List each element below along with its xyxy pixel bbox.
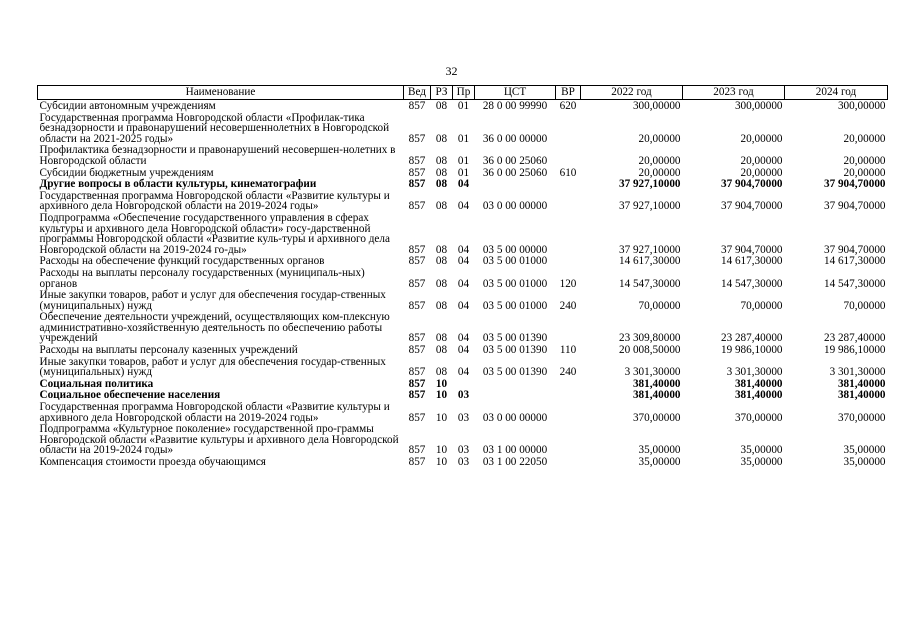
cell-ved: 857	[408, 200, 426, 213]
cell-pr: 04	[457, 200, 470, 213]
cell-pr: 01	[457, 166, 470, 179]
cell-rz: 08	[435, 332, 448, 345]
cell-rz: 10	[435, 444, 448, 457]
cell-vr	[556, 255, 581, 267]
cell-rz: 08	[435, 366, 448, 379]
cell-pr: 04	[457, 178, 470, 191]
cell-ved: 857	[408, 366, 426, 379]
cell-ved: 857	[408, 377, 426, 390]
cell-ved: 857	[408, 332, 426, 345]
cell-rz: 08	[435, 166, 448, 179]
cell-2022: 14 617,30000	[618, 255, 681, 268]
cell-2022: 381,40000	[632, 377, 681, 390]
cell-pr: 04	[457, 277, 470, 290]
cell-rz: 08	[435, 100, 448, 112]
cell-cst: 03 5 00 01000	[482, 255, 548, 268]
cell-name: Профилактика безнадзорности и правонарушений несовершен-нолетних в Новгородской области	[39, 144, 396, 167]
cell-cst: 03 5 00 01000	[482, 277, 548, 290]
cell-vr	[556, 190, 581, 212]
cell-2024: 37 904,70000	[823, 243, 886, 256]
cell-cst	[475, 378, 556, 390]
cell-2022: 20,00000	[638, 166, 681, 179]
cell-rz: 08	[435, 299, 448, 312]
cell-pr: 03	[457, 456, 470, 468]
header-2023: 2023 год	[683, 86, 785, 100]
cell-cst: 03 5 00 00000	[482, 243, 548, 256]
header-vr: ВР	[556, 86, 581, 100]
cell-name: Подпрограмма «Обеспечение государственного управления в сферах культуры и архивного дела Новгородской области» госу-дарственной программы Новгородской области «Развитие куль-туры и архивного дела Новгородской области на 2019-2024 го-ды»	[39, 211, 390, 256]
cell-ved: 857	[408, 100, 426, 112]
table-row	[38, 423, 888, 456]
cell-2022: 23 309,80000	[618, 332, 681, 345]
cell-2024: 14 547,30000	[823, 277, 886, 290]
cell-pr: 04	[457, 255, 470, 268]
cell-cst: 03 5 00 01390	[482, 344, 548, 357]
cell-pr: 01	[457, 132, 470, 145]
cell-ved: 857	[408, 456, 426, 468]
cell-2024: 35,00000	[843, 456, 886, 468]
cell-vr	[556, 311, 581, 344]
table-row	[38, 356, 888, 378]
table-row	[38, 255, 888, 267]
cell-2023: 35,00000	[740, 456, 783, 468]
cell-2023: 35,00000	[740, 444, 783, 457]
table-row	[38, 267, 888, 289]
cell-pr	[453, 378, 475, 390]
cell-vr: 240	[559, 366, 577, 379]
cell-cst: 03 0 00 00000	[482, 200, 548, 213]
cell-name: Субсидии бюджетным учреждениям	[39, 166, 214, 179]
cell-ved: 857	[408, 444, 426, 457]
cell-2022: 20,00000	[638, 154, 681, 167]
cell-name: Другие вопросы в области культуры, кинематографии	[39, 178, 317, 191]
header-2024: 2024 год	[785, 86, 888, 100]
table-row	[38, 167, 888, 179]
cell-name: Субсидии автономным учреждениям	[39, 100, 216, 112]
table-row	[38, 344, 888, 356]
cell-2023: 381,40000	[734, 389, 783, 402]
table-row	[38, 456, 888, 468]
cell-2024: 381,40000	[837, 389, 886, 402]
cell-vr	[556, 144, 581, 166]
header-cst: ЦСТ	[475, 86, 556, 100]
cell-2024: 3 301,30000	[829, 366, 886, 379]
cell-cst: 03 1 00 22050	[482, 456, 548, 468]
table-row	[38, 389, 888, 401]
cell-2024: 14 617,30000	[823, 255, 886, 268]
cell-2024: 20,00000	[843, 154, 886, 167]
cell-vr: 120	[559, 277, 577, 290]
cell-vr	[556, 178, 581, 190]
cell-rz: 08	[435, 255, 448, 268]
cell-2023: 20,00000	[740, 154, 783, 167]
table-header	[38, 86, 888, 100]
table-row	[38, 144, 888, 166]
cell-2023: 23 287,40000	[720, 332, 783, 345]
cell-vr	[556, 389, 581, 401]
cell-vr	[556, 401, 581, 423]
cell-pr: 03	[457, 411, 470, 424]
cell-rz: 10	[435, 411, 448, 424]
cell-name: Социальное обеспечение населения	[39, 389, 221, 402]
cell-rz: 08	[435, 277, 448, 290]
budget-table	[37, 85, 888, 468]
cell-2024: 70,00000	[843, 299, 886, 312]
cell-2023: 70,00000	[740, 299, 783, 312]
table-row	[38, 401, 888, 423]
cell-ved: 857	[408, 166, 426, 179]
cell-rz: 08	[435, 344, 448, 357]
cell-name: Государственная программа Новгородской области «Профилак-тика безнадзорности и правонарушений несовершеннолетних в Новгородской области на 2021-2025 годы»	[39, 111, 390, 145]
header-pr: Пр	[453, 86, 475, 100]
cell-cst: 03 5 00 01390	[482, 332, 548, 345]
cell-2022: 20 008,50000	[618, 344, 681, 357]
cell-2023: 37 904,70000	[720, 243, 783, 256]
cell-cst: 36 0 00 25060	[482, 154, 548, 167]
cell-2024: 23 287,40000	[823, 332, 886, 345]
cell-pr: 01	[457, 154, 470, 167]
cell-vr	[556, 423, 581, 456]
cell-pr: 03	[457, 389, 470, 402]
cell-pr: 04	[457, 299, 470, 312]
cell-vr	[556, 212, 581, 255]
cell-2024: 35,00000	[843, 444, 886, 457]
table-row	[38, 190, 888, 212]
cell-name: Расходы на обеспечение функций государственных органов	[39, 255, 325, 268]
cell-cst: 28 0 00 99990	[482, 100, 548, 112]
table-row	[38, 178, 888, 190]
cell-rz: 10	[435, 377, 448, 390]
cell-name: Государственная программа Новгородской области «Развитие культуры и архивного дела Новгородской области на 2019-2024 годы»	[39, 189, 390, 213]
cell-rz: 10	[435, 456, 448, 468]
header-rz: РЗ	[431, 86, 453, 100]
cell-2024: 381,40000	[837, 377, 886, 390]
cell-ved: 857	[408, 154, 426, 167]
cell-2023: 37 904,70000	[720, 200, 783, 213]
cell-2022: 14 547,30000	[618, 277, 681, 290]
cell-2022: 381,40000	[632, 389, 681, 402]
cell-2022: 370,00000	[632, 411, 681, 424]
cell-name: Иные закупки товаров, работ и услуг для обеспечения государ-ственных (муниципальных) нужд	[39, 355, 386, 379]
cell-cst	[475, 178, 556, 190]
table-row	[38, 212, 888, 255]
cell-ved: 857	[408, 255, 426, 268]
header-2022: 2022 год	[581, 86, 683, 100]
cell-pr: 04	[457, 243, 470, 256]
cell-rz: 08	[435, 154, 448, 167]
cell-2024: 370,00000	[837, 411, 886, 424]
cell-vr: 240	[559, 299, 577, 312]
cell-2022: 37 927,10000	[618, 243, 681, 256]
cell-2023: 37 904,70000	[720, 178, 783, 191]
cell-ved: 857	[408, 277, 426, 290]
table-row	[38, 289, 888, 311]
cell-2023: 20,00000	[740, 132, 783, 145]
cell-2023: 300,00000	[734, 100, 783, 112]
cell-2022: 35,00000	[638, 456, 681, 468]
cell-ved: 857	[408, 299, 426, 312]
table-row	[38, 378, 888, 390]
cell-2023: 20,00000	[740, 166, 783, 179]
cell-2024: 37 904,70000	[823, 178, 886, 191]
cell-2023: 370,00000	[734, 411, 783, 424]
cell-pr: 01	[457, 100, 470, 112]
cell-name: Обеспечение деятельности учреждений, осуществляющих ком-плексную административно-хозяйственную деятельность по обеспечению работы учреждений	[39, 311, 390, 345]
cell-2023: 14 547,30000	[720, 277, 783, 290]
cell-name: Иные закупки товаров, работ и услуг для обеспечения государ-ственных (муниципальных) нужд	[39, 289, 386, 312]
cell-ved: 857	[408, 411, 426, 424]
cell-2022: 300,00000	[632, 100, 681, 112]
cell-name: Компенсация стоимости проезда обучающимся	[39, 456, 266, 468]
header-ved: Вед	[404, 86, 431, 100]
cell-cst: 03 0 00 00000	[482, 411, 548, 424]
cell-name: Государственная программа Новгородской области «Развитие культуры и архивного дела Новгородской области на 2019-2024 годы»	[39, 401, 390, 424]
cell-2023: 381,40000	[734, 377, 783, 390]
cell-pr: 04	[457, 344, 470, 357]
cell-ved: 857	[408, 389, 426, 402]
table-row	[38, 112, 888, 145]
cell-ved: 857	[408, 344, 426, 357]
table-body	[38, 100, 888, 468]
cell-2023: 19 986,10000	[720, 344, 783, 357]
cell-2023: 3 301,30000	[726, 366, 783, 379]
cell-pr: 03	[457, 444, 470, 457]
cell-2022: 20,00000	[638, 132, 681, 145]
cell-vr	[556, 456, 581, 468]
cell-rz: 08	[435, 178, 448, 191]
cell-2024: 20,00000	[843, 166, 886, 179]
cell-cst: 36 0 00 00000	[482, 132, 548, 145]
cell-ved: 857	[408, 132, 426, 145]
cell-cst: 03 5 00 01000	[482, 299, 548, 312]
cell-2022: 37 927,10000	[618, 200, 681, 213]
cell-rz: 08	[435, 200, 448, 213]
cell-rz: 08	[435, 132, 448, 145]
cell-name: Расходы на выплаты персоналу казенных учреждений	[39, 344, 298, 357]
cell-name: Социальная политика	[39, 377, 154, 390]
cell-2024: 20,00000	[843, 132, 886, 145]
cell-vr	[556, 378, 581, 390]
cell-name: Расходы на выплаты персоналу государственных (муниципаль-ных) органов	[39, 266, 365, 290]
cell-cst	[475, 389, 556, 401]
table-row	[38, 100, 888, 112]
cell-2022: 37 927,10000	[618, 178, 681, 191]
cell-2022: 3 301,30000	[624, 366, 681, 379]
cell-cst: 03 5 00 01390	[482, 366, 548, 379]
cell-2023: 14 617,30000	[720, 255, 783, 268]
cell-vr	[556, 112, 581, 145]
cell-2022: 70,00000	[638, 299, 681, 312]
cell-2024: 19 986,10000	[823, 344, 886, 357]
cell-vr: 610	[559, 166, 577, 179]
table-row	[38, 311, 888, 344]
cell-cst: 03 1 00 00000	[482, 444, 548, 457]
cell-rz: 10	[435, 389, 448, 402]
header-name: Наименование	[38, 86, 404, 100]
cell-2024: 37 904,70000	[823, 200, 886, 213]
cell-vr: 620	[559, 100, 577, 112]
cell-ved: 857	[408, 178, 426, 191]
cell-ved: 857	[408, 243, 426, 256]
cell-2022: 35,00000	[638, 444, 681, 457]
cell-pr: 04	[457, 332, 470, 345]
cell-cst: 36 0 00 25060	[482, 166, 548, 179]
cell-name: Подпрограмма «Культурное поколение» государственной про-граммы Новгородской области «Развитие культуры и архивного дела Новгородской области на 2019-2024 годы»	[39, 423, 399, 457]
cell-2024: 300,00000	[837, 100, 886, 112]
cell-rz: 08	[435, 243, 448, 256]
page-number: 32	[445, 64, 458, 78]
cell-pr: 04	[457, 366, 470, 379]
cell-vr: 110	[559, 344, 577, 357]
